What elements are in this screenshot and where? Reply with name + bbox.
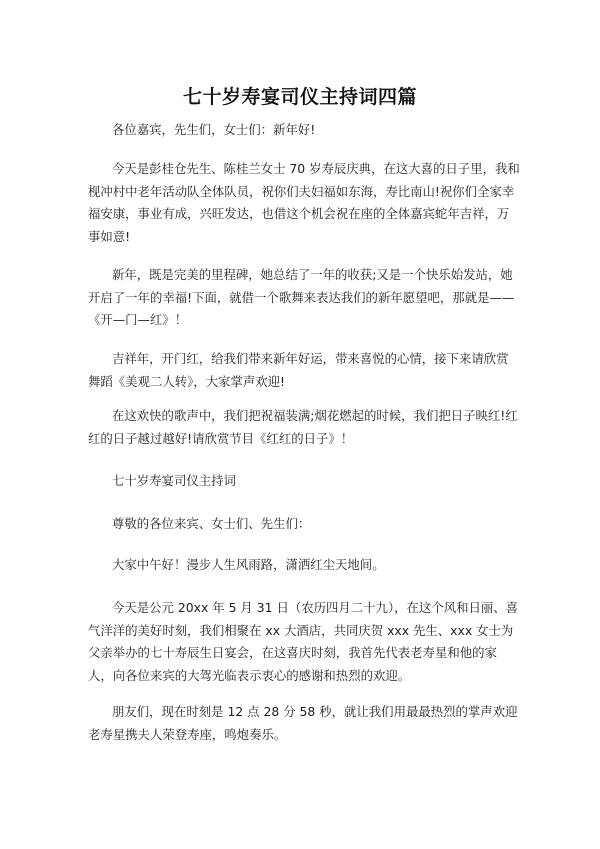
paragraph-noon-greeting: 大家中午好！漫步人生风雨路，潇洒红尘天地间。: [112, 557, 385, 572]
paragraph-greeting: 各位嘉宾，先生们，女士们：新年好!: [112, 122, 316, 137]
paragraph-program-red-days: 在这欢快的歌声中，我们把祝福装满;烟花燃起的时候，我们把日子映红!红红的日子越过越好!请欣赏节目《红红的日子》！: [88, 408, 518, 446]
paragraph-birthday-celebration: 今天是彭桂仓先生、陈桂兰女士 70 岁寿辰庆典，在这大喜的日子里，我和枧冲村中老年活动队全体队员，祝你们夫妇福如东海，寿比南山!祝你们全家幸福安康，事业有成，兴旺发达，也借这个机会祝在座的全体嘉宾蛇年吉祥，万事如意!: [88, 161, 520, 244]
paragraph-banquet-date: 今天是公元 20xx 年 5 月 31 日（农历四月二十九），在这个风和日丽、喜气洋洋的美好时刻，我们相聚在 xx 大酒店，共同庆贺 xxx 先生、xxx 女士为父亲举办的七十寿辰生日宴会，在这喜庆时刻，我首先代表老寿星和他的家人，向各位来宾的大驾光临表示衷心的感谢和热烈的欢迎。: [88, 600, 519, 683]
paragraph-salutation: 尊敬的各位来宾、女士们、先生们：: [112, 516, 311, 531]
section-heading: 七十岁寿宴司仪主持词: [112, 473, 236, 488]
paragraph-welcome-elders: 朋友们，现在时刻是 12 点 28 分 58 秒，就让我们用最最热烈的掌声欢迎老寿星携夫人荣登寿座，鸣炮奏乐。: [88, 704, 518, 742]
document-title: 七十岁寿宴司仪主持词四篇: [182, 86, 417, 108]
paragraph-dance-intro: 吉祥年，开门红，给我们带来新年好运，带来喜悦的心情，接下来请欣赏舞蹈《美观二人转》，大家掌声欢迎!: [88, 351, 509, 389]
paragraph-new-year: 新年，既是完美的里程碑，她总结了一年的收获;又是一个快乐始发站，她开启了一年的幸福!下面，就借一个歌舞来表达我们的新年愿望吧，那就是——《开—门—红》！: [88, 267, 515, 328]
